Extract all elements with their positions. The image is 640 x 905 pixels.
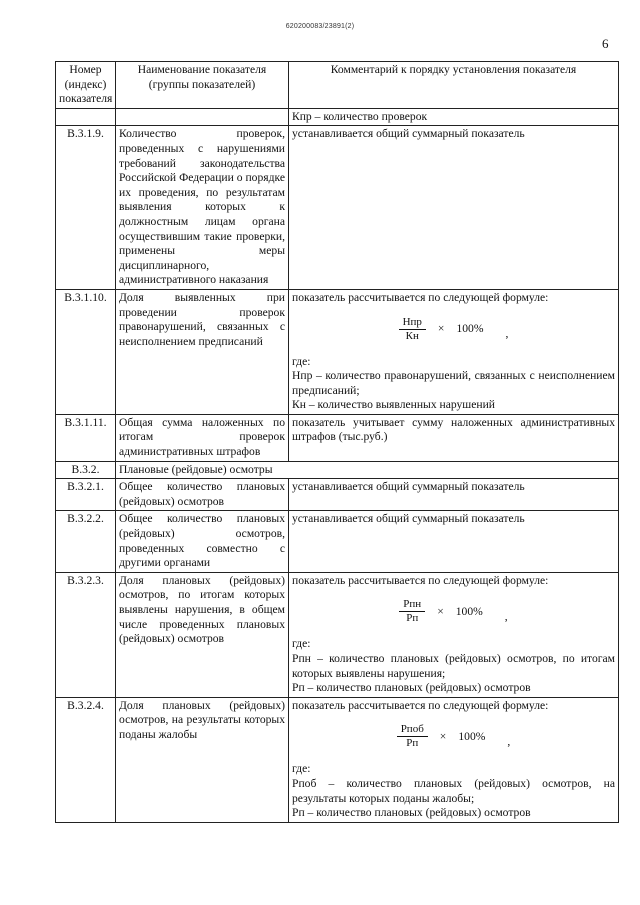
fraction xyxy=(397,723,428,750)
formula-comma: , xyxy=(505,326,509,340)
row-number: В.3.1.11. xyxy=(56,414,116,461)
column-header-number: Номер (индекс) показателя xyxy=(56,62,116,109)
table-row xyxy=(56,289,619,414)
indicators-table xyxy=(55,61,619,823)
row-number: В.3.1.9. xyxy=(56,126,116,290)
definition: Кн – количество выявленных нарушений xyxy=(292,398,495,412)
table-row xyxy=(56,697,619,822)
formula xyxy=(292,723,615,750)
table-row xyxy=(56,572,619,697)
comment-cell xyxy=(289,697,619,822)
column-header-comment: Комментарий к порядку установления показателя xyxy=(289,62,619,109)
row-number: В.3.2.4. xyxy=(56,697,116,822)
definition: Рп – количество плановых (рейдовых) осмотров xyxy=(292,681,531,695)
indicator-name: Общая сумма наложенных по итогам проверок административных штрафов xyxy=(116,414,289,461)
indicator-name: Общее количество плановых (рейдовых) осмотров, проведенных совместно с другими органами xyxy=(116,511,289,572)
formula-intro: показатель рассчитывается по следующей формуле: xyxy=(292,698,549,712)
table-row xyxy=(56,479,619,511)
formula-intro: показатель рассчитывается по следующей формуле: xyxy=(292,573,549,587)
table-row xyxy=(56,108,619,126)
comment-cell: устанавливается общий суммарный показатель xyxy=(289,511,619,572)
row-number: В.3.2.2. xyxy=(56,511,116,572)
formula-intro: показатель рассчитывается по следующей формуле: xyxy=(292,290,549,304)
comment-cell: устанавливается общий суммарный показатель xyxy=(289,126,619,290)
formula-denominator: Рп xyxy=(406,737,419,750)
definition: Рп – количество плановых (рейдовых) осмотров xyxy=(292,806,531,820)
page-number: 6 xyxy=(602,36,609,51)
formula-denominator: Кн xyxy=(405,329,419,342)
formula-comma: , xyxy=(507,734,511,748)
row-number: В.3.1.10. xyxy=(56,289,116,414)
comment-cell xyxy=(289,289,619,414)
fraction xyxy=(399,598,425,625)
formula-comma: , xyxy=(504,609,508,623)
column-header-name: Наименование показателя (группы показателей) xyxy=(116,62,289,109)
multiply-sign: × xyxy=(439,729,447,743)
comment-cell: показатель учитывает сумму наложенных административных штрафов (тыс.руб.) xyxy=(289,414,619,461)
formula xyxy=(292,598,615,625)
definition: Рпоб – количество плановых (рейдовых) осмотров, на результаты которых поданы жалобы; xyxy=(292,776,615,805)
formula xyxy=(292,316,615,343)
row-number: В.3.2.1. xyxy=(56,479,116,511)
row-number: В.3.2. xyxy=(56,461,116,479)
fraction xyxy=(399,316,426,343)
indicator-name: Доля выявленных при проведении проверок правонарушений, связанных с неисполнением предписаний xyxy=(116,289,289,414)
section-title: Плановые (рейдовые) осмотры xyxy=(116,461,619,479)
formula-numerator: Рпн xyxy=(399,598,425,612)
formula-denominator: Рп xyxy=(406,612,419,625)
indicator-name: Количество проверок, проведенных с нарушениями требований законодательства Российской Федерации о порядке их проведения, по результатам выявления которых к должностным лицам органа осуществившим такие проверки, применены меры дисциплинарного, административного наказания xyxy=(116,126,289,290)
comment-cell: Кпр – количество проверок xyxy=(289,108,619,126)
definition: Нпр – количество правонарушений, связанных с неисполнением предписаний; xyxy=(292,369,615,397)
percent-value: 100% xyxy=(458,729,486,743)
multiply-sign: × xyxy=(437,321,445,335)
where-label: где: xyxy=(292,762,311,776)
formula-numerator: Нпр xyxy=(399,316,426,330)
table-row xyxy=(56,461,619,479)
table-header-row xyxy=(56,62,619,109)
multiply-sign: × xyxy=(437,604,444,618)
indicator-name: Доля плановых (рейдовых) осмотров, на результаты которых поданы жалобы xyxy=(116,697,289,822)
table-row xyxy=(56,511,619,572)
table-row xyxy=(56,414,619,461)
row-number: В.3.2.3. xyxy=(56,572,116,697)
definition: Рпн – количество плановых (рейдовых) осмотров, по итогам которых выявлены нарушения; xyxy=(292,652,615,680)
table-row xyxy=(56,126,619,290)
where-label: где: xyxy=(292,354,311,368)
formula-numerator: Рпоб xyxy=(397,723,428,737)
indicator-name: Доля плановых (рейдовых) осмотров, по итогам которых выявлены нарушения, в общем числе проведенных плановых (рейдовых) осмотров xyxy=(116,572,289,697)
percent-value: 100% xyxy=(456,321,484,335)
indicator-name: Общее количество плановых (рейдовых) осмотров xyxy=(116,479,289,511)
document-id: 620200083/23891(2) xyxy=(285,23,355,30)
comment-cell xyxy=(289,572,619,697)
percent-value: 100% xyxy=(455,604,483,618)
comment-cell: устанавливается общий суммарный показатель xyxy=(289,479,619,511)
where-label: где: xyxy=(292,637,311,651)
